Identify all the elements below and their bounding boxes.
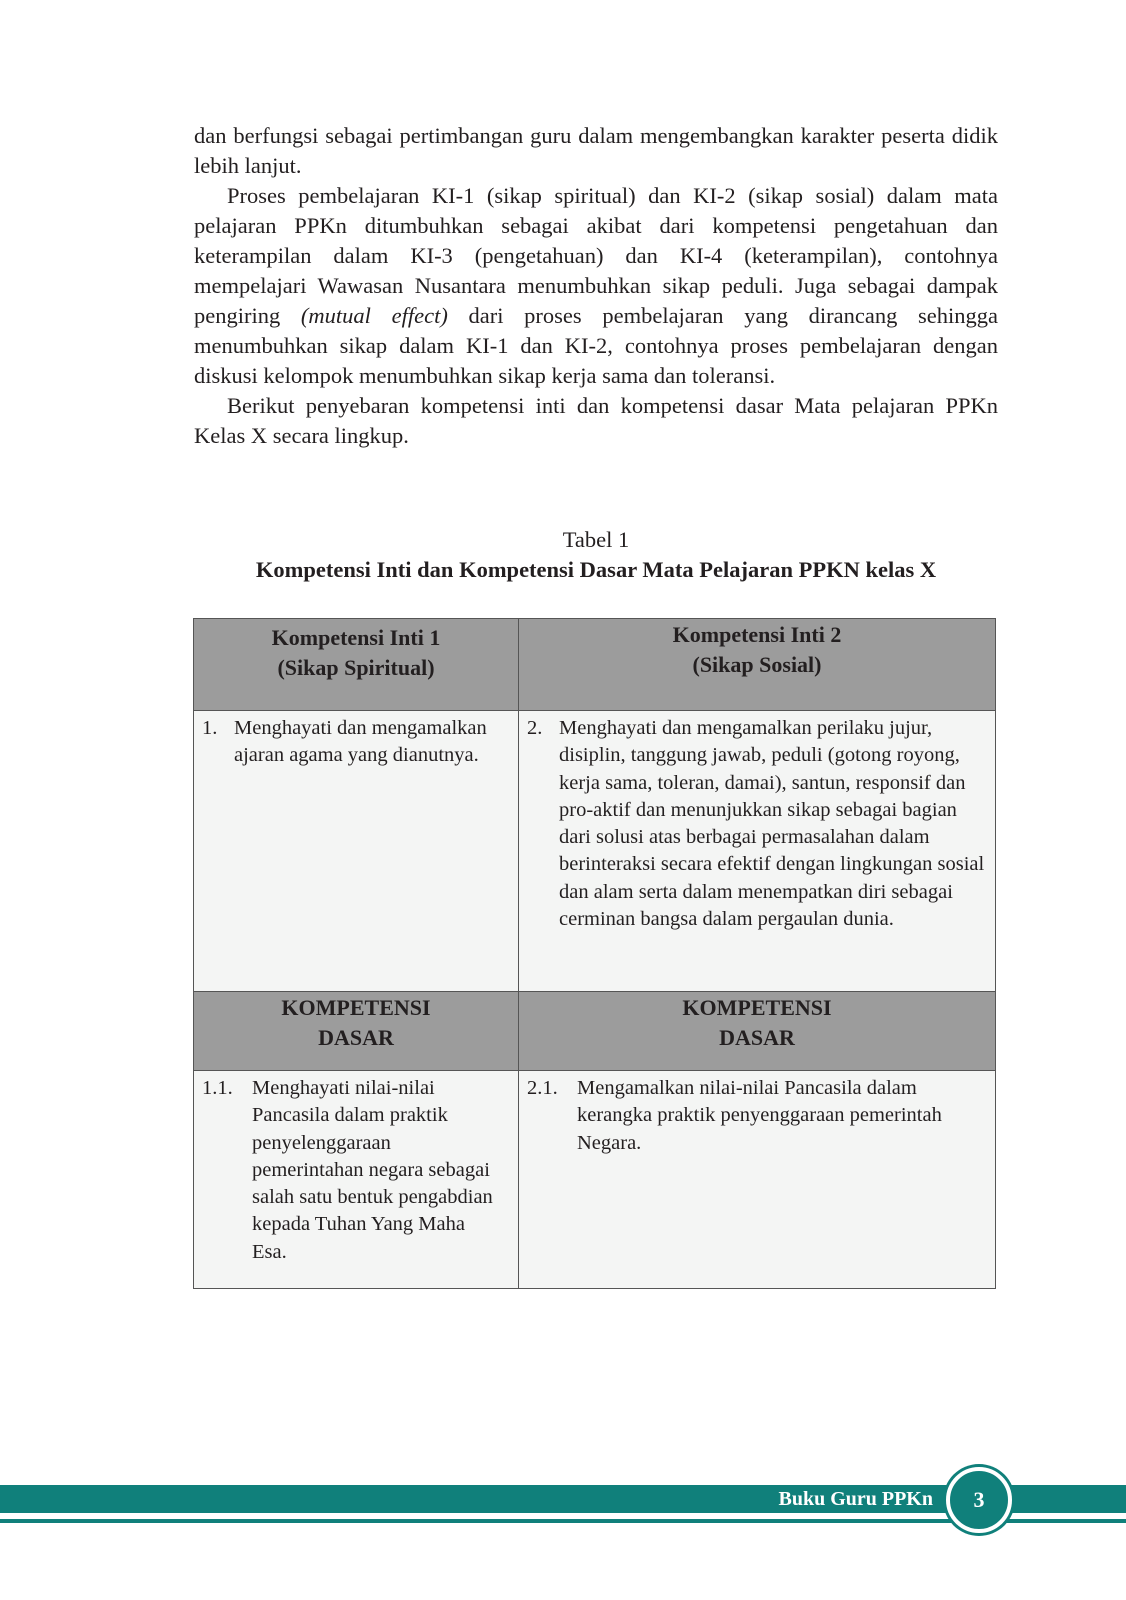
- table-row: [194, 1071, 996, 1289]
- body-text: [194, 121, 998, 451]
- ki1-number: 1.: [202, 717, 218, 739]
- kd-header-left: [194, 992, 519, 1071]
- list-item: [527, 1075, 987, 1157]
- list-item: [527, 715, 987, 933]
- table-title: Kompetensi Inti dan Kompetensi Dasar Mata Pelajaran PPKN kelas X: [255, 557, 937, 582]
- table-label: Tabel 1: [562, 527, 630, 552]
- kd-header-left-line2: DASAR: [318, 1025, 394, 1050]
- kd2-number: 2.1.: [527, 1077, 558, 1099]
- kd1-number: 1.1.: [202, 1077, 233, 1099]
- table-row: [194, 992, 996, 1071]
- ki2-text: Menghayati dan mengamalkan perilaku jujur, disiplin, tanggung jawab, peduli (gotong royong, kerja sama, toleran, damai), santun, responsif dan pro-aktif dan menunjukkan sikap sebagai bagian dari solusi atas berbagai permasalahan dalam berinteraksi secara efektif dengan lingkungan sosial dan alam serta dalam menempatkan diri sebagai cerminan bangsa dalam pergaulan dunia.: [559, 717, 985, 931]
- ki1-header: [194, 619, 519, 711]
- kd2-cell: [519, 1071, 996, 1289]
- ki2-cell: [519, 711, 996, 992]
- table-row: [194, 711, 996, 992]
- paragraph-2-emphasis: (mutual effect): [300, 303, 448, 328]
- page-number: 3: [946, 1467, 1012, 1533]
- paragraph-1: dan berfungsi sebagai pertimbangan guru dalam mengembangkan karakter peserta didik lebih lanjut.: [194, 123, 998, 178]
- table-row: [194, 619, 996, 711]
- kd1-text: Menghayati nilai-nilai Pancasila dalam praktik penyelenggaraan pemerintahan negara sebagai salah satu bentuk pengabdian kepada Tuhan Yang Maha Esa.: [252, 1077, 493, 1263]
- list-item: [202, 1075, 510, 1266]
- ki2-number: 2.: [527, 717, 543, 739]
- competency-table: [193, 618, 996, 1289]
- footer-book-title: Buku Guru PPKn: [778, 1488, 933, 1510]
- paragraph-2: [194, 181, 998, 391]
- kd1-cell: [194, 1071, 519, 1289]
- kd-header-right: [519, 992, 996, 1071]
- paragraph-2-part-a: Proses pembelajaran KI-1 (sikap spiritual) dan KI-2 (sikap sosial) dalam mata pelajaran PPKn ditumbuhkan sebagai akibat dari kompetensi pengetahuan dan keterampilan dalam KI-3 (pengetahuan) dan KI-4 (keterampilan), contohnya mempelajari Wawasan Nusantara menumbuhkan sikap peduli. Juga sebagai dampak pengiring: [194, 183, 998, 328]
- list-item: [202, 715, 510, 770]
- ki2-header-title: Kompetensi Inti 2: [672, 622, 842, 647]
- paragraph-2-part-b: dari proses pembelajaran yang dirancang sehingga menumbuhkan sikap dalam KI-1 dan KI-2, contohnya proses pembelajaran dengan diskusi kelompok menumbuhkan sikap kerja sama dan toleransi.: [194, 303, 998, 388]
- ki1-text: Menghayati dan mengamalkan ajaran agama yang dianutnya.: [234, 717, 487, 767]
- kd-header-right-line2: DASAR: [719, 1025, 795, 1050]
- kd2-text: Mengamalkan nilai-nilai Pancasila dalam kerangka praktik penyenggaraan pemerintah Negara.: [577, 1077, 942, 1154]
- ki1-header-subtitle: (Sikap Spiritual): [277, 655, 435, 680]
- kd-header-right-line1: KOMPETENSI: [682, 995, 832, 1020]
- ki1-cell: [194, 711, 519, 992]
- paragraph-3: Berikut penyebaran kompetensi inti dan kompetensi dasar Mata pelajaran PPKn Kelas X secara lingkup.: [194, 393, 998, 448]
- ki2-header-subtitle: (Sikap Sosial): [692, 652, 822, 677]
- ki2-header: [519, 619, 996, 711]
- ki1-header-title: Kompetensi Inti 1: [271, 625, 441, 650]
- kd-header-left-line1: KOMPETENSI: [281, 995, 431, 1020]
